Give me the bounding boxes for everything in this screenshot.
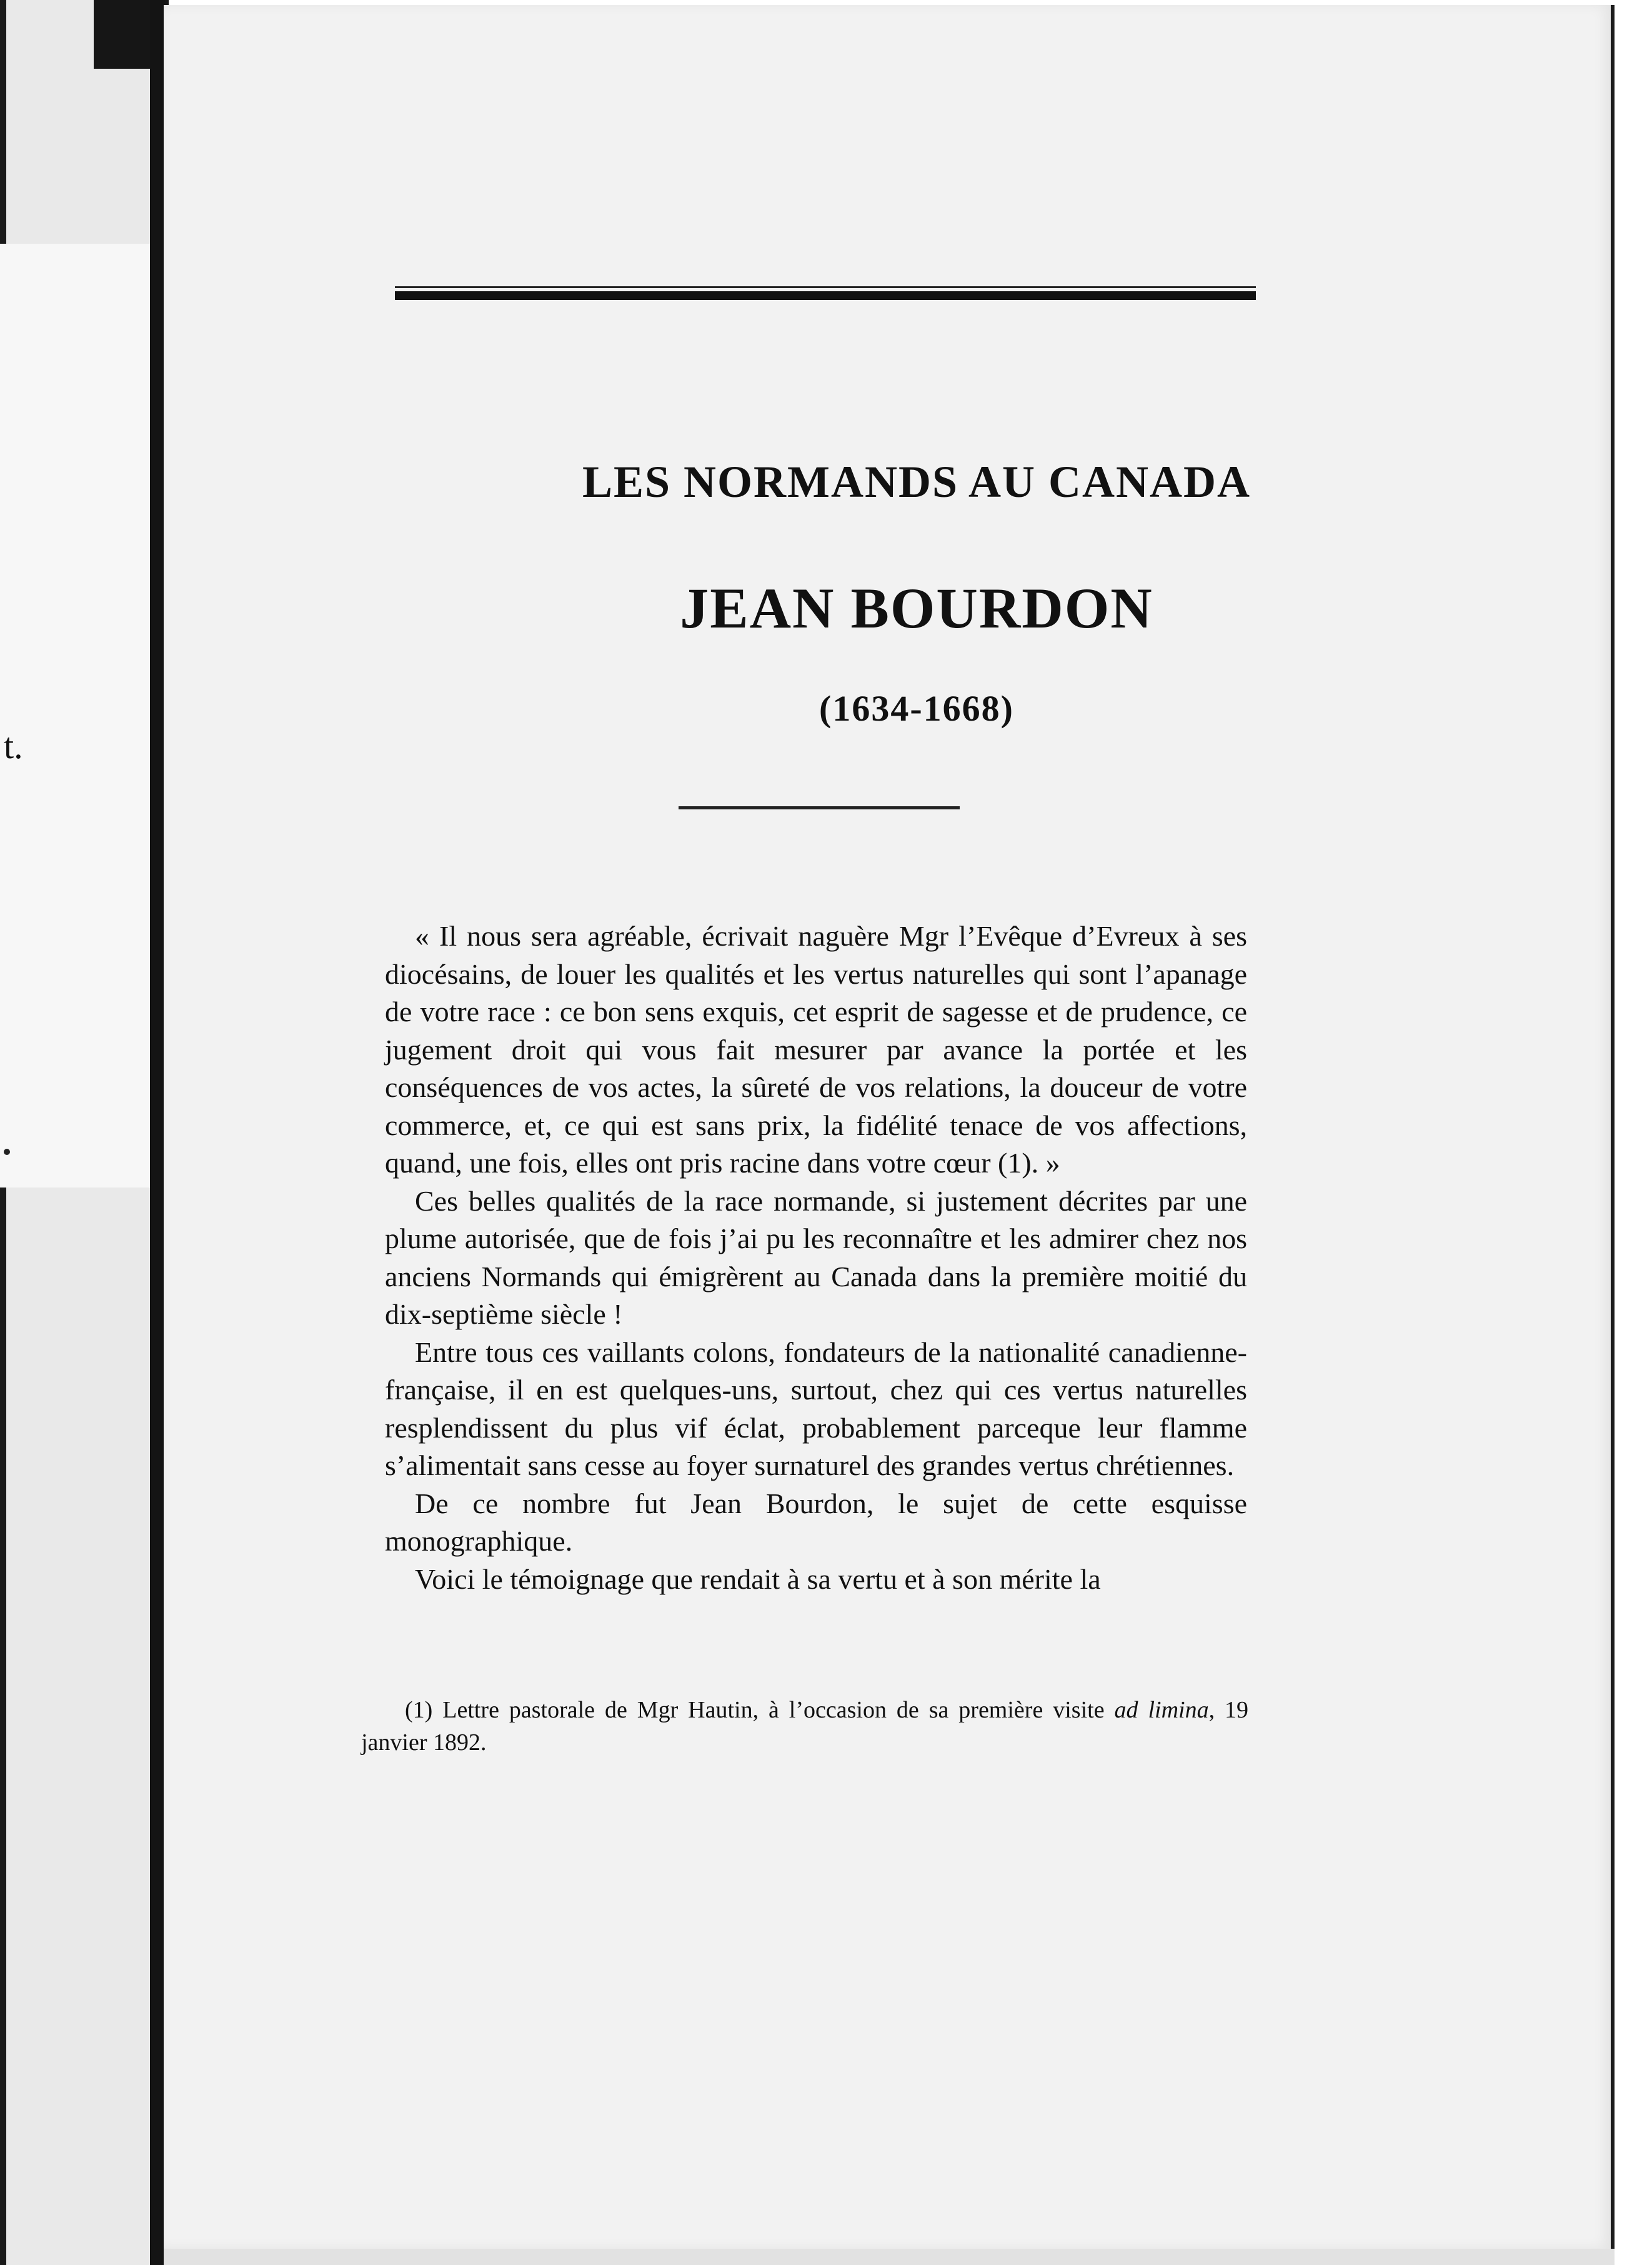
footnote-date: , 19 janvier 1892. <box>361 1697 1249 1756</box>
chapter-title: JEAN BOURDON <box>680 576 1153 640</box>
footnote-text: (1) Lettre pastorale de Mgr Hautin, à l’occasion de sa première visite <box>405 1697 1105 1723</box>
paragraph: « Il nous sera agréable, écrivait naguère Mgr l’Evêque d’Evreux à ses diocésains, de louer les qualités et les vertus naturelles qui sont l’apanage de votre race : ce bon sens exquis, cet esprit de sagesse et de prudence, ce jugement droit qui vous fait mesurer par avance la portée et les conséquences de vos actes, la sûreté de vos relations, la douceur de votre commerce, et, ce qui est sans prix, la fidélité tenace de vos affections, quand, une fois, elles ont pris racine dans votre cœur (1). » <box>385 920 1247 1179</box>
body-text <box>385 918 1247 1598</box>
paragraph: Entre tous ces vaillants colons, fondateurs de la nationalité canadienne-française, il en est quelques-uns, surtout, chez qui ces vertus naturelles resplendissent du plus vif éclat, probablement parceque leur flamme s’alimentait sans cesse au foyer surnaturel des grandes vertus chrétiennes. <box>385 1336 1247 1481</box>
paragraph: Voici le témoignage que rendait à sa vertu et à son mérite la <box>415 1562 1101 1595</box>
series-title: LES NORMANDS AU CANADA <box>582 457 1251 507</box>
title-separator-rule <box>679 806 960 809</box>
paragraph: Ces belles qualités de la race normande, si justement décrites par une plume autorisée, que de fois j’ai pu les reconnaître et les admirer chez nos anciens Normands qui émigrèrent au Canada dans la première moitié du dix-septième siècle ! <box>385 1184 1247 1330</box>
adjacent-page-text-fragment: t. <box>4 726 23 766</box>
paragraph: De ce nombre fut Jean Bourdon, le sujet de cette esquisse monographique. <box>385 1487 1247 1557</box>
footnote-italic: ad limina <box>1114 1697 1209 1723</box>
chapter-dates: (1634-1668) <box>819 688 1014 729</box>
adjacent-page-mark <box>4 1149 10 1155</box>
page-binding-edge <box>150 0 165 2265</box>
page-bottom-edge <box>164 2249 1615 2265</box>
header-rule <box>395 291 1256 300</box>
footnote <box>361 1694 1248 1759</box>
